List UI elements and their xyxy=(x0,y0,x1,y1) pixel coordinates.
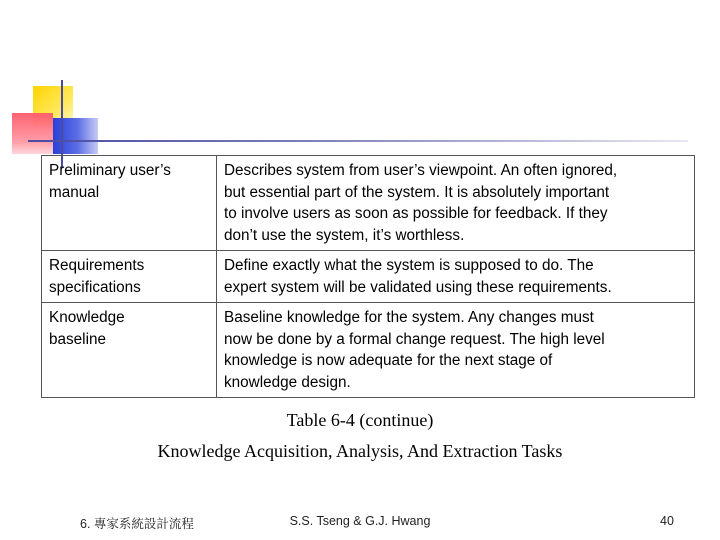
table-cell-term: Requirements specifications xyxy=(42,251,217,303)
table-cell-description: Baseline knowledge for the system. Any changes must now be done by a formal change request. The high level knowledge is now adequate for the next stage of knowledge design. xyxy=(217,303,695,398)
red-square-decoration xyxy=(12,113,53,154)
table-caption-title: Knowledge Acquisition, Analysis, And Extraction Tasks xyxy=(157,441,563,461)
tasks-table xyxy=(41,155,695,398)
table-cell-term: Knowledge baseline xyxy=(42,303,217,398)
horizontal-line-decoration xyxy=(28,140,688,142)
blue-square-decoration xyxy=(53,118,98,154)
slide-logo-decoration xyxy=(0,0,720,160)
page-number: 40 xyxy=(660,514,674,528)
footer-chapter: 6. 專家系統設計流程 xyxy=(80,517,194,531)
table-cell-description: Define exactly what the system is supposed to do. The expert system will be validated using these requirements. xyxy=(217,251,695,303)
table-row xyxy=(42,303,695,398)
footer-authors: S.S. Tseng & G.J. Hwang xyxy=(289,514,431,528)
table-row xyxy=(42,156,695,251)
table-cell-description: Describes system from user’s viewpoint. An often ignored, but essential part of the system. It is absolutely important to involve users as soon as possible for feedback. If they don’t use the system, it’s worthless. xyxy=(217,156,695,251)
table-row xyxy=(42,251,695,303)
table-cell-term: Preliminary user’s manual xyxy=(42,156,217,251)
table-caption-number: Table 6-4 (continue) xyxy=(286,410,434,430)
